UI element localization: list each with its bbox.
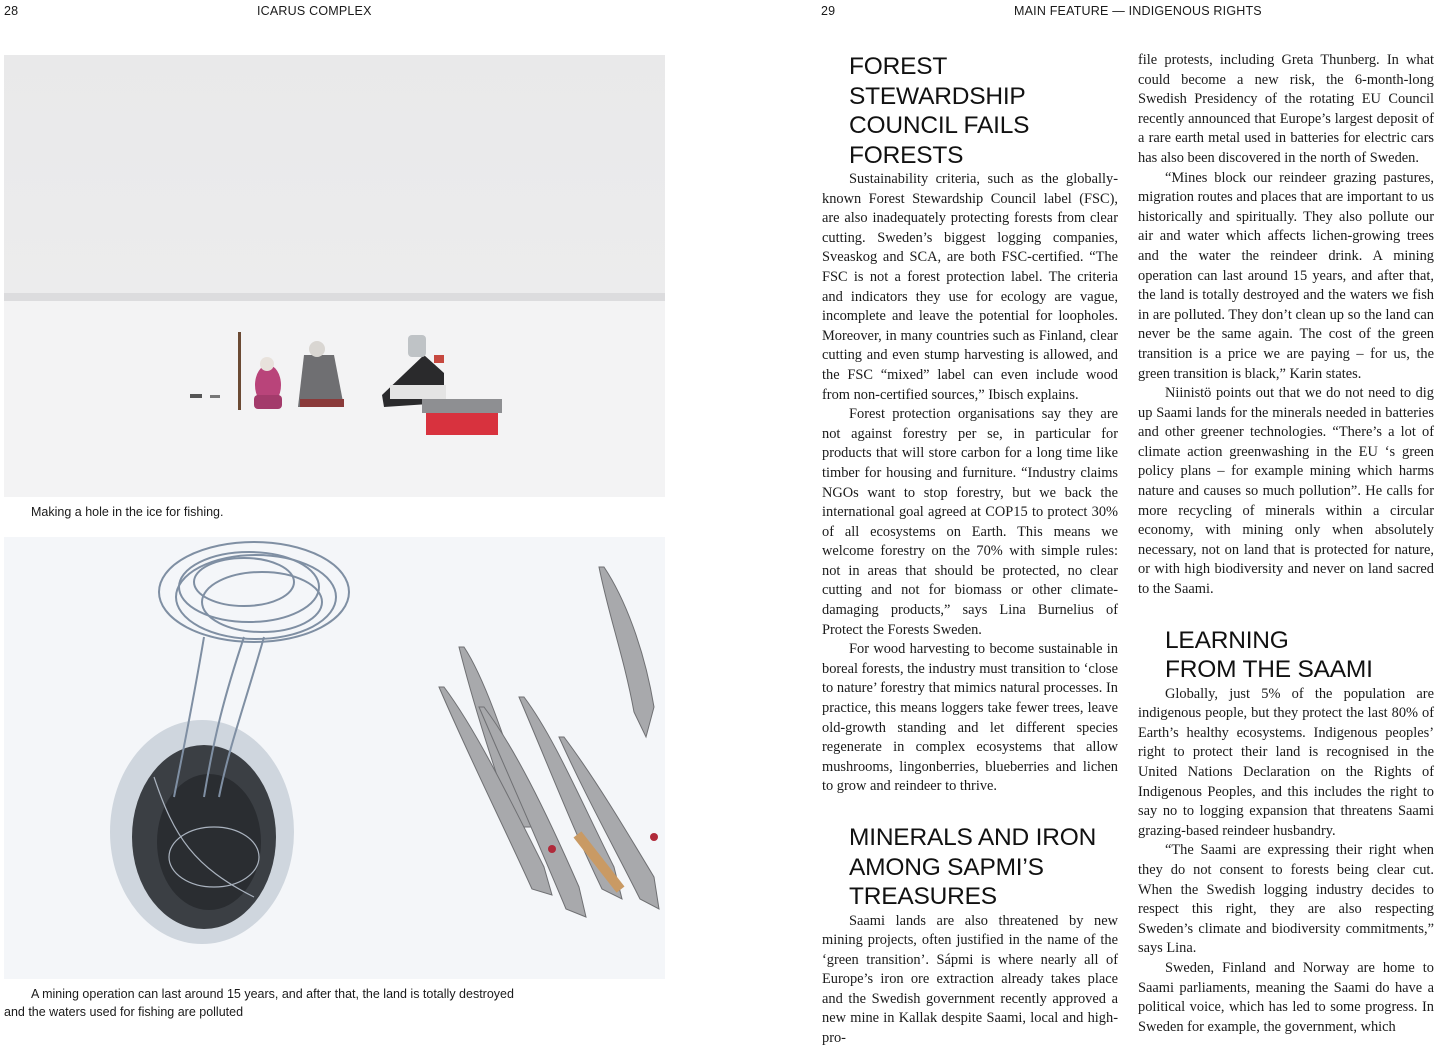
- text-column-1: [822, 52, 1118, 1049]
- paragraph: For wood harvesting to become sustainable in boreal forests, the industry must transition to ‘close to nature’ forestry that mimics natural processes. In practice, this means loggers take fewer trees, leave old-growth standing and let different species regenerate in complex ecosystems that allow mushrooms, lingonberries, blueberries and lichen to grow and reindeer to thrive.: [822, 641, 1118, 795]
- photo-fish-and-net: [4, 537, 665, 979]
- photo-ice-fishing: [4, 55, 665, 497]
- paragraph: “Mines block our reindeer grazing pastures, migration routes and places that are important to us historically and spiritually. They also pollute our air and water which affects lichen-growing trees and the water the reindeer drink. A mining operation can last around 15 years, and after that, the land is totally destroyed and the waters we fish in are polluted. They don’t clean up so the land can never be the same again. The cost of the green transition is a price we are paying – for us, the green transition is black,” Karin states.: [1138, 169, 1434, 382]
- running-head-right: MAIN FEATURE — INDIGENOUS RIGHTS: [1014, 4, 1262, 18]
- paragraph: Sweden, Finland and Norway are home to Saami parliaments, meaning the Saami do have a political voice, which has led to some progress. In Sweden for example, the government, which: [1138, 959, 1434, 1035]
- page-number-left: 28: [4, 4, 19, 18]
- paragraph: file protests, including Greta Thunberg. In what could become a new risk, the 6-month-long Swedish Presidency of the rotating EU Council recently announced that Europe’s largest deposit of a rare earth metal used in batteries for electric cars has also been discovered in the north of Sweden.: [1138, 52, 1434, 166]
- caption-top: Making a hole in the ice for fishing.: [31, 505, 224, 519]
- text-column-2: [1138, 51, 1434, 1037]
- heading-minerals: MINERALS AND IRON AMONG SAPMI’S TREASURES: [849, 824, 1097, 910]
- caption-bottom-line-1: A mining operation can last around 15 years, and after that, the land is totally destroyed: [31, 987, 514, 1001]
- caption-bottom-line-2: and the waters used for fishing are polluted: [4, 1005, 244, 1019]
- page-number-right: 29: [821, 4, 836, 18]
- paragraph: Globally, just 5% of the population are indigenous people, but they protect the last 80% of Earth’s healthy ecosystems. Indigenous peoples’ right to protect their land is recognised in the United Nations Declaration on the Rights of Indigenous Peoples, and this includes the right to say no to logging expansion that threatens Saami grazing-based reindeer husbandry.: [1138, 685, 1434, 839]
- heading-learning-from-saami: LEARNING FROM THE SAAMI: [1165, 626, 1373, 684]
- paragraph: “The Saami are expressing their right when they do not consent to forests being clear cut. When the Swedish logging industry decides to respect this right, they are also respecting Sweden’s climate and biodiversity commitments,” says Lina.: [1138, 842, 1434, 957]
- paragraph: Niinistö points out that we do not need to dig up Saami lands for the minerals needed in batteries and other greener technologies. “There’s a lot of climate action greenwashing in the EU ‘s green policy plans – for example mining which harms nature and causes so much pollution”. He calls for more recycling of minerals within a circular economy, with mining only when absolutely necessary, not on land that is protected for nature, or with high biodiversity and never on land sacred to the Saami.: [1138, 385, 1434, 598]
- paragraph: Sustainability criteria, such as the globally-known Forest Stewardship Council label (FSC), are also inadequately protecting forests from clear cutting. Sweden’s biggest logging companies, Sveaskog and SCA, are both FSC-certified. “The FSC is not a forest protection label. The criteria and indicators they use for ecology are vague, incomplete and leave the potential for loopholes. Moreover, in many countries such as Finland, clear cutting and even stump harvesting is allowed, and the FSC “mixed” label can even include wood from non-certified sources,” Ibisch explains.: [822, 171, 1118, 403]
- paragraph: Forest protection organisations say they are not against forestry per se, in particular for products that will store carbon for a long time like timber for housing and furniture. “Industry claims NGOs want to stop forestry, but we back the international goal agreed at COP15 to protect 30% of all ecosystems on Earth. This means we welcome forestry on the 70% with simple rules: not in areas that should be protected, no clear cutting and not for biomass or other climate-damaging products,” says Lina Burnelius of Protect the Forests Sweden.: [822, 406, 1118, 638]
- running-head-left: ICARUS COMPLEX: [257, 4, 372, 18]
- paragraph: Saami lands are also threatened by new mining projects, often justified in the name of the ‘green transition’. Sápmi is where nearly all of Europe’s iron ore extraction already takes place and the Swedish government recently approved a new mine in Kallak despite Saami, local and high-pro-: [822, 912, 1118, 1047]
- heading-forest-stewardship: FOREST STEWARDSHIP COUNCIL FAILS FORESTS: [849, 53, 1030, 169]
